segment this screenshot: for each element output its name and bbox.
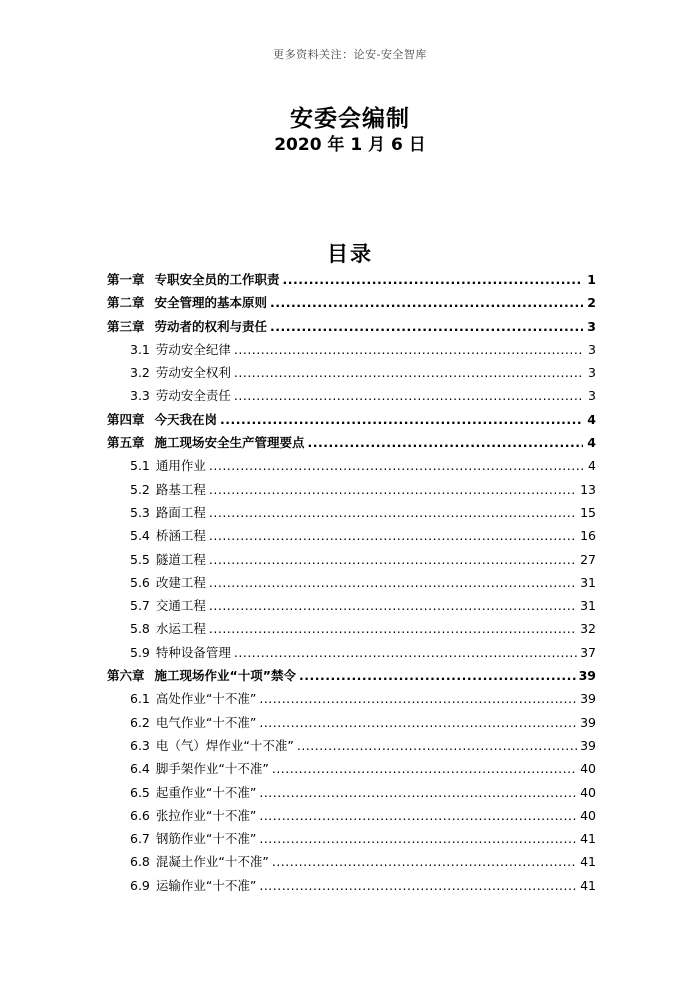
toc-section-entry[interactable] xyxy=(107,757,596,780)
toc-entry-title: 路基工程 xyxy=(155,481,206,497)
toc-entry-number: 第四章 xyxy=(107,411,145,427)
toc-entry-title: 隧道工程 xyxy=(155,551,206,567)
toc-entry-page: 3 xyxy=(588,388,596,404)
toc-entry-page: 41 xyxy=(580,831,596,847)
toc-entry-number: 第三章 xyxy=(107,318,145,334)
table-of-contents xyxy=(107,268,596,897)
toc-dot-leader xyxy=(209,571,577,594)
toc-entry-number: 6.9 xyxy=(130,877,150,893)
toc-dot-leader xyxy=(209,501,577,524)
toc-section-entry[interactable] xyxy=(107,384,596,407)
toc-entry-page: 40 xyxy=(580,784,596,800)
toc-entry-title: 劳动安全权利 xyxy=(155,365,231,381)
toc-dot-leader xyxy=(259,711,577,734)
toc-entry-title: 钢筋作业“十不准” xyxy=(155,831,257,847)
toc-dot-leader xyxy=(209,478,577,501)
toc-chapter-entry[interactable] xyxy=(107,664,596,687)
toc-section-entry[interactable] xyxy=(107,687,596,710)
toc-entry-number: 5.8 xyxy=(130,621,150,637)
toc-dot-leader xyxy=(209,454,583,477)
toc-dot-leader xyxy=(234,338,583,361)
toc-section-entry[interactable] xyxy=(107,781,596,804)
header-note: 更多资料关注：论安-安全智库 xyxy=(273,48,427,61)
toc-dot-leader xyxy=(209,524,577,547)
toc-entry-number: 第一章 xyxy=(107,272,145,287)
toc-dot-leader xyxy=(234,641,577,664)
toc-dot-leader xyxy=(259,781,577,804)
toc-entry-title: 张拉作业“十不准” xyxy=(155,807,257,823)
toc-entry-number: 5.3 xyxy=(130,504,150,520)
toc-entry-number: 3.2 xyxy=(130,365,150,381)
toc-entry-title: 劳动安全责任 xyxy=(155,388,231,404)
toc-dot-leader xyxy=(259,804,577,827)
toc-entry-page: 27 xyxy=(580,551,596,567)
toc-entry-number: 6.7 xyxy=(130,831,150,847)
toc-dot-leader xyxy=(209,548,577,571)
toc-entry-title: 路面工程 xyxy=(155,504,206,520)
toc-entry-title: 脚手架作业“十不准” xyxy=(155,761,269,777)
toc-section-entry[interactable] xyxy=(107,338,596,361)
toc-entry-number: 5.7 xyxy=(130,598,150,614)
toc-entry-title: 特种设备管理 xyxy=(155,644,231,660)
toc-entry-number: 6.3 xyxy=(130,737,150,753)
toc-entry-page: 40 xyxy=(580,807,596,823)
toc-chapter-entry[interactable] xyxy=(107,431,596,454)
toc-dot-leader xyxy=(297,734,577,757)
toc-section-entry[interactable] xyxy=(107,361,596,384)
toc-entry-page: 3 xyxy=(588,341,596,357)
toc-entry-number: 第五章 xyxy=(107,435,145,451)
toc-entry-page: 31 xyxy=(580,574,596,590)
toc-entry-number: 5.6 xyxy=(130,574,150,590)
toc-entry-page: 31 xyxy=(580,598,596,614)
toc-section-entry[interactable] xyxy=(107,571,596,594)
toc-entry-page: 1 xyxy=(587,272,596,287)
toc-chapter-entry[interactable] xyxy=(107,315,596,338)
toc-entry-title: 交通工程 xyxy=(155,598,206,614)
toc-entry-page: 41 xyxy=(580,854,596,870)
toc-entry-title: 运输作业“十不准” xyxy=(155,877,257,893)
toc-section-entry[interactable] xyxy=(107,874,596,897)
toc-dot-leader xyxy=(234,384,583,407)
toc-entry-page: 39 xyxy=(578,668,596,684)
toc-dot-leader xyxy=(308,431,583,454)
toc-entry-title: 高处作业“十不准” xyxy=(155,691,257,707)
toc-entry-page: 39 xyxy=(580,737,596,753)
toc-entry-page: 3 xyxy=(587,318,596,334)
toc-section-entry[interactable] xyxy=(107,734,596,757)
toc-section-entry[interactable] xyxy=(107,524,596,547)
toc-dot-leader xyxy=(283,268,583,291)
toc-entry-number: 6.2 xyxy=(130,714,150,730)
toc-entry-number: 3.1 xyxy=(130,341,150,357)
toc-entry-page: 39 xyxy=(580,691,596,707)
toc-section-entry[interactable] xyxy=(107,454,596,477)
toc-entry-number: 6.1 xyxy=(130,691,150,707)
toc-section-entry[interactable] xyxy=(107,827,596,850)
toc-dot-leader xyxy=(209,617,577,640)
toc-entry-page: 32 xyxy=(580,621,596,637)
toc-chapter-entry[interactable] xyxy=(107,291,596,314)
toc-dot-leader xyxy=(272,757,577,780)
toc-section-entry[interactable] xyxy=(107,641,596,664)
toc-entry-title: 混凝土作业“十不准” xyxy=(155,854,269,870)
toc-section-entry[interactable] xyxy=(107,501,596,524)
toc-entry-number: 第二章 xyxy=(107,295,145,311)
toc-entry-page: 40 xyxy=(580,761,596,777)
toc-entry-title: 起重作业“十不准” xyxy=(155,784,257,800)
toc-dot-leader xyxy=(259,687,577,710)
toc-dot-leader xyxy=(209,594,577,617)
toc-dot-leader xyxy=(234,361,583,384)
toc-entry-number: 5.9 xyxy=(130,644,150,660)
toc-entry-number: 5.4 xyxy=(130,528,150,544)
toc-entry-number: 6.4 xyxy=(130,761,150,777)
toc-section-entry[interactable] xyxy=(107,548,596,571)
toc-entry-title: 水运工程 xyxy=(155,621,206,637)
toc-entry-page: 16 xyxy=(580,528,596,544)
toc-entry-title: 专职安全员的工作职责 xyxy=(154,272,280,287)
toc-entry-title: 劳动安全纪律 xyxy=(155,341,231,357)
toc-section-entry[interactable] xyxy=(107,478,596,501)
toc-entry-page: 2 xyxy=(587,295,596,311)
toc-entry-number: 5.5 xyxy=(130,551,150,567)
toc-entry-title: 电（气）焊作业“十不准” xyxy=(155,737,294,753)
toc-dot-leader xyxy=(272,850,577,873)
toc-entry-page: 4 xyxy=(588,458,596,474)
toc-entry-title: 改建工程 xyxy=(155,574,206,590)
document-date: 2020 年 1 月 6 日 xyxy=(274,135,426,155)
toc-chapter-entry[interactable] xyxy=(107,408,596,431)
org-title: 安委会编制 xyxy=(290,106,410,132)
toc-entry-number: 5.2 xyxy=(130,481,150,497)
toc-dot-leader xyxy=(270,315,583,338)
toc-entry-page: 37 xyxy=(580,644,596,660)
toc-entry-page: 3 xyxy=(588,365,596,381)
toc-entry-title: 桥涵工程 xyxy=(155,528,206,544)
toc-dot-leader xyxy=(259,874,577,897)
toc-heading: 目录 xyxy=(327,242,373,266)
toc-entry-page: 13 xyxy=(580,481,596,497)
toc-section-entry[interactable] xyxy=(107,594,596,617)
toc-entry-page: 4 xyxy=(587,435,596,451)
toc-entry-page: 41 xyxy=(580,877,596,893)
toc-entry-title: 通用作业 xyxy=(155,458,206,474)
toc-chapter-entry[interactable] xyxy=(107,268,596,291)
toc-entry-number: 6.8 xyxy=(130,854,150,870)
toc-entry-title: 施工现场安全生产管理要点 xyxy=(154,435,305,451)
toc-entry-number: 3.3 xyxy=(130,388,150,404)
toc-entry-title: 安全管理的基本原则 xyxy=(154,295,268,311)
toc-section-entry[interactable] xyxy=(107,617,596,640)
toc-dot-leader xyxy=(270,291,583,314)
toc-section-entry[interactable] xyxy=(107,850,596,873)
toc-entry-number: 第六章 xyxy=(107,668,145,684)
toc-dot-leader xyxy=(259,827,577,850)
toc-entry-page: 15 xyxy=(580,504,596,520)
toc-entry-number: 5.1 xyxy=(130,458,150,474)
toc-entry-title: 劳动者的权利与责任 xyxy=(154,318,268,334)
toc-entry-number: 6.5 xyxy=(130,784,150,800)
toc-entry-title: 施工现场作业“十项”禁令 xyxy=(154,668,296,684)
toc-entry-page: 39 xyxy=(580,714,596,730)
toc-dot-leader xyxy=(299,664,576,687)
toc-entry-page: 4 xyxy=(587,411,596,427)
toc-entry-number: 6.6 xyxy=(130,807,150,823)
toc-entry-title: 电气作业“十不准” xyxy=(155,714,257,730)
toc-section-entry[interactable] xyxy=(107,804,596,827)
toc-section-entry[interactable] xyxy=(107,711,596,734)
toc-entry-title: 今天我在岗 xyxy=(154,411,218,427)
toc-dot-leader xyxy=(220,408,583,431)
